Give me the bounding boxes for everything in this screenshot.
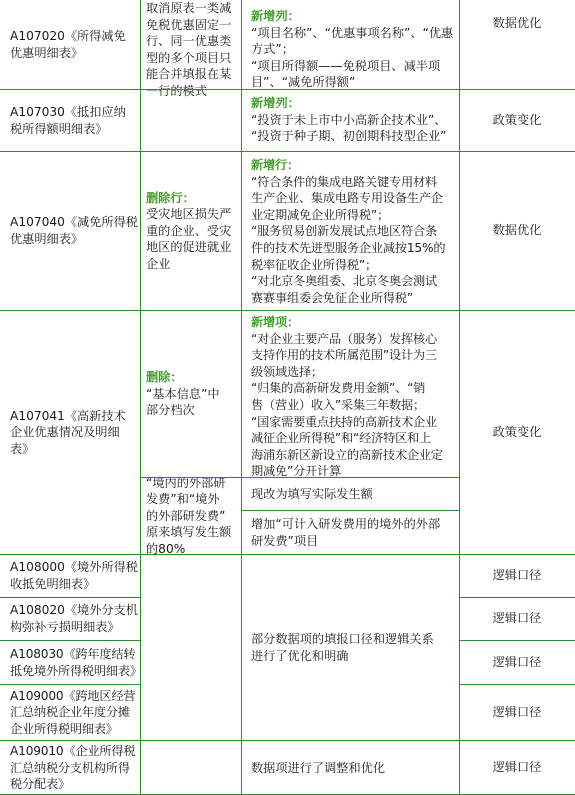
change-type: 逻辑口径 [492,704,542,719]
change-type: 逻辑口径 [492,611,542,626]
change-type-cell [459,740,575,795]
form-name-line: 抵免境外所得税明细表》 [10,663,142,678]
form-name-line: A107020《所得减免 [10,29,126,44]
deleted-line: 型的多个项目只 [146,50,232,65]
grid-line [241,510,459,511]
change-type: 政策变化 [492,424,542,439]
grid-line [459,640,575,641]
added-line: 减征企业所得税”和“经济特区和上 [251,431,432,446]
added-line: 研发费”项目 [251,533,319,548]
added-line: 期减免”分开计算 [251,464,342,479]
grid-line [140,477,459,478]
added-line: 赛赛事组委会免征企业所得税” [251,290,413,305]
deleted-line: 发费”和“境外 [146,492,220,507]
change-type-cell [459,310,575,554]
added-content-cell [241,310,459,477]
form-name-cell [0,597,140,640]
change-type: 逻辑口径 [492,654,542,669]
form-name-cell [0,0,140,89]
deleted-line: “基本信息”中 [146,386,220,401]
form-name-line: A108030《跨年度结转 [10,646,136,661]
form-name-cell [0,640,140,684]
deleted-line: 取消原表一类减 [146,1,232,15]
deleted-line: 原来填写发生额 [146,525,232,540]
grid-line [0,640,140,641]
change-type-cell [459,640,575,684]
added-line: “项目所得额——免税项目、减半项 [251,58,441,73]
grid-line [459,0,460,795]
added-line: 部分数据项的填报口径和逻辑关系 [251,631,434,646]
form-name-line: 企业所得税明细表》 [10,721,118,736]
added-line: 增加“可计入研发费用的境外的外部 [251,516,441,531]
grid-line [0,554,575,555]
added-heading: 新增列： [251,9,300,23]
deleted-line: 免税优惠固定一 [146,17,232,32]
change-type: 数据优化 [492,223,542,238]
added-line: 目”、“减免所得额” [251,75,356,90]
deleted-heading: 删除： [146,370,183,385]
deleted-line: “境内的外部研 [146,475,226,490]
added-line: “符合条件的集成电路关键专用材料 [251,174,437,189]
added-line: “投资于种子期、初创期科技型企业” [251,129,447,144]
grid-line [140,0,141,795]
form-name-line: 汇总纳税分支机构所得 [10,760,130,775]
added-heading: 新增行： [251,158,299,172]
form-name-line: 收抵免明细表》 [10,577,96,591]
form-name-line: A109000《跨地区经营 [10,688,136,703]
added-content-cell [241,554,459,740]
form-name-line: 企业优惠情况及明细 [10,425,120,440]
added-content-cell [241,477,459,510]
deleted-line: 受灾地区损失严 [146,207,232,222]
change-type-cell [459,151,575,310]
added-heading: 新增列： [251,96,300,110]
form-name-line: A107040《减免所得税 [10,215,138,230]
form-name-line: 构弥补亏损明细表》 [10,620,120,634]
deleted-line: 企业 [146,256,171,271]
added-line: “服务贸易创新发展试点地区符合条 [251,224,437,239]
added-line: “归集的高新研发费用金额”、“销 [251,381,426,396]
change-type-cell [459,89,575,151]
added-line: 数据项进行了调整和优化 [251,760,386,775]
change-type-cell [459,0,575,46]
change-type-cell [459,554,575,597]
change-type: 逻辑口径 [492,568,542,583]
added-line: 现改为填写实际发生额 [251,486,373,501]
added-line: 方式”； [251,42,294,57]
added-line: “对北京冬奥组委、北京冬奥会测试 [251,274,437,289]
added-line: 级领域选择； [251,364,323,379]
form-name-cell [0,89,140,151]
added-line: 生产企业、集成电路专用设备生产企 [251,191,443,206]
deleted-content-cell [140,477,241,554]
added-line: 海浦东新区新设立的高新技术企业定 [251,447,443,462]
change-type: 政策变化 [492,112,542,127]
form-name-line: 表》 [10,441,35,456]
deleted-line: 的外部研发费” [146,508,226,523]
deleted-line: 部分档次 [146,403,195,418]
added-content-cell [241,151,459,310]
form-name-cell [0,684,140,740]
change-type: 数据优化 [492,15,542,30]
added-line: 业定期减免企业所得税”； [251,207,389,222]
deleted-content-cell [140,310,241,477]
grid-line [241,0,242,795]
grid-line [459,684,575,685]
grid-line [0,89,575,90]
grid-line [0,597,140,598]
added-line: “项目名称”、“优惠事项名称”、“优惠 [251,25,454,40]
deleted-line: 一行的模式 [146,83,207,98]
grid-line [459,597,575,598]
deleted-content-cell [140,0,241,98]
change-type-cell [459,597,575,640]
deleted-content-cell [140,151,241,310]
deleted-heading: 删除行： [146,190,195,205]
added-line: “对企业主要产品（服务）发挥核心 [251,331,437,346]
added-line: “投资于未上市中小高新企技术业”、 [251,112,447,127]
added-content-cell [241,0,459,89]
deleted-line: 能合并填报在某 [146,67,232,82]
added-content-cell [241,89,459,151]
form-name-line: A107041《高新技术 [10,408,126,423]
change-type: 逻辑口径 [492,760,542,775]
form-name-line: 税所得额明细表》 [10,121,108,136]
form-name-line: A108000《境外所得税 [10,560,138,575]
added-line: 售（营业）收入”采集三年数据； [251,397,425,412]
added-line: “国家需要重点扶持的高新技术企业 [251,414,437,429]
added-content-cell [241,510,459,554]
form-name-line: A108020《境外分支机 [10,603,138,618]
form-name-cell [0,554,140,597]
form-name-line: 汇总纳税企业年度分摊 [10,705,130,720]
added-line: 件的技术先进型服务企业减按15%的 [251,240,446,255]
form-name-cell [0,310,140,554]
grid-line [0,740,575,741]
change-type-cell [459,684,575,740]
grid-line [0,151,575,152]
form-name-cell [0,740,140,795]
deleted-line: 的80% [146,541,186,556]
form-name-line: 优惠明细表》 [10,232,84,246]
form-name-line: A107030《抵扣应纳 [10,104,126,119]
form-name-line: A109010《企业所得税 [10,744,136,759]
form-name-line: 税分配表》 [10,777,70,792]
grid-line [0,684,140,685]
grid-line [0,310,575,311]
added-line: 进行了优化和明确 [251,648,349,663]
deleted-line: 地区的促进就业 [146,240,232,255]
form-name-line: 优惠明细表》 [10,46,84,60]
added-line: 税率征收企业所得税”； [251,257,377,272]
form-name-cell [0,151,140,310]
added-content-cell [241,740,459,795]
deleted-line: 重的企业、受灾 [146,223,232,238]
deleted-line: 行、同一优惠类 [146,34,232,49]
added-line: 支持作用的技术所属范围”设计为三 [251,348,437,363]
added-heading: 新增项： [251,315,299,329]
